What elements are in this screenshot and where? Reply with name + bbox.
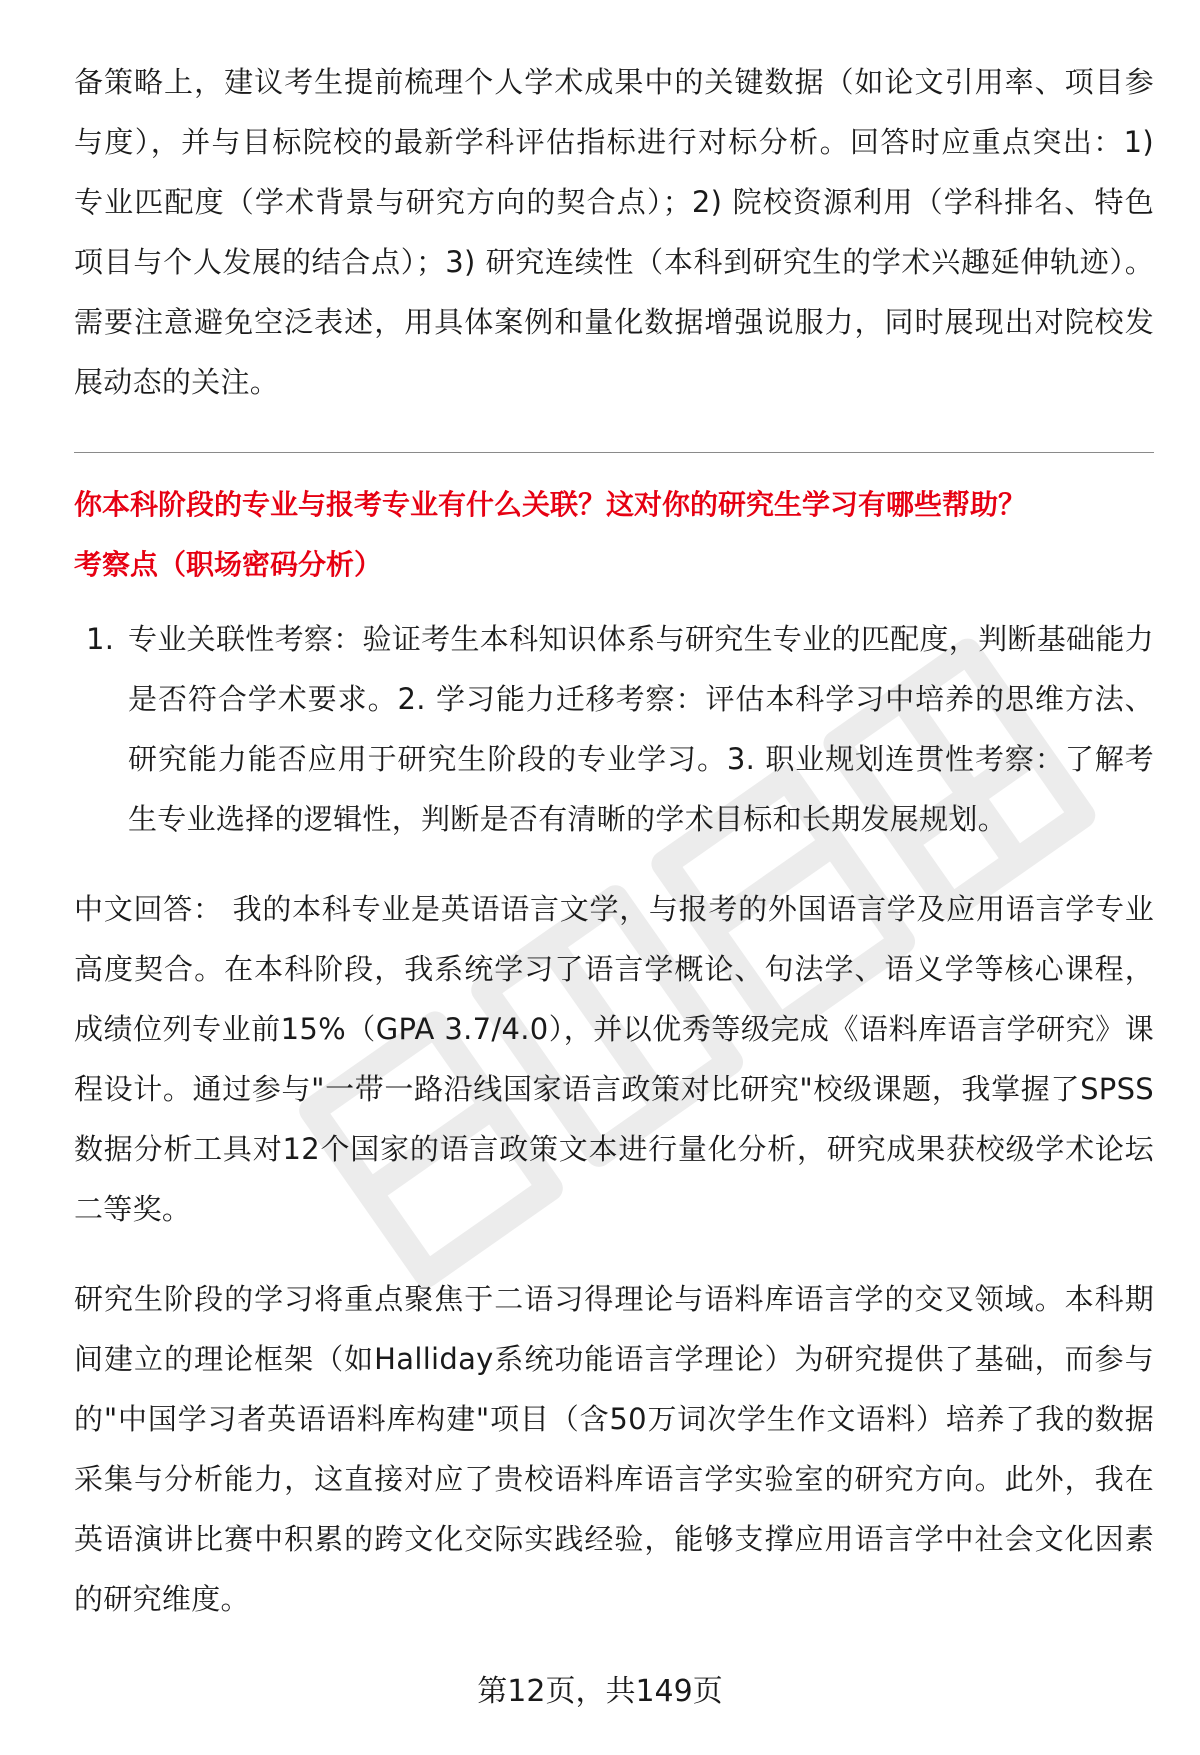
interview-question: 你本科阶段的专业与报考专业有什么关联？这对你的研究生学习有哪些帮助？ <box>74 488 1027 521</box>
assessment-item-number: 1. <box>86 622 115 656</box>
document-content <box>74 52 1154 1629</box>
intro-paragraph: 备策略上，建议考生提前梳理个人学术成果中的关键数据（如论文引用率、项目参与度），并与目标院校的最新学科评估指标进行对标分析。回答时应重点突出：1) 专业匹配度（学术背景与研究方向的契合点）；2) 院校资源利用（学科排名、特色项目与个人发展的结合点）；3) 研究连续性（本科到研究生的学术兴趣延伸轨迹）。需要注意避免空泛表述，用具体案例和量化数据增强说服力，同时展现出对院校发展动态的关注。 <box>74 65 1154 399</box>
assessment-item-text: 专业关联性考察：验证考生本科知识体系与研究生专业的匹配度，判断基础能力是否符合学术要求。2. 学习能力迁移考察：评估本科学习中培养的思维方法、研究能力能否应用于研究生阶段的专业学习。3. 职业规划连贯性考察：了解考生专业选择的逻辑性，判断是否有清晰的学术目标和长期发展规划。 <box>128 622 1154 836</box>
answer-paragraph-2: 研究生阶段的学习将重点聚焦于二语习得理论与语料库语言学的交叉领域。本科期间建立的理论框架（如Halliday系统功能语言学理论）为研究提供了基础，而参与的"中国学习者英语语料库构建"项目（含50万词次学生作文语料）培养了我的数据采集与分析能力，这直接对应了贵校语料库语言学实验室的研究方向。此外，我在英语演讲比赛中积累的跨文化交际实践经验，能够支撑应用语言学中社会文化因素的研究维度。 <box>74 1282 1154 1616</box>
page-footer: 第12页，共149页 <box>477 1674 723 1709</box>
section-divider <box>74 452 1154 453</box>
assessment-title: 考察点（职场密码分析） <box>74 548 383 581</box>
assessment-list <box>74 609 1154 849</box>
assessment-item <box>74 609 1154 849</box>
answer-paragraph-1: 中文回答： 我的本科专业是英语语言文学，与报考的外国语言学及应用语言学专业高度契合。在本科阶段，我系统学习了语言学概论、句法学、语义学等核心课程，成绩位列专业前15%（GPA 3.7/4.0），并以优秀等级完成《语料库语言学研究》课程设计。通过参与"一带一路沿线国家语言政策对比研究"校级课题，我掌握了SPSS数据分析工具对12个国家的语言政策文本进行量化分析，研究成果获校级学术论坛二等奖。 <box>74 892 1154 1226</box>
